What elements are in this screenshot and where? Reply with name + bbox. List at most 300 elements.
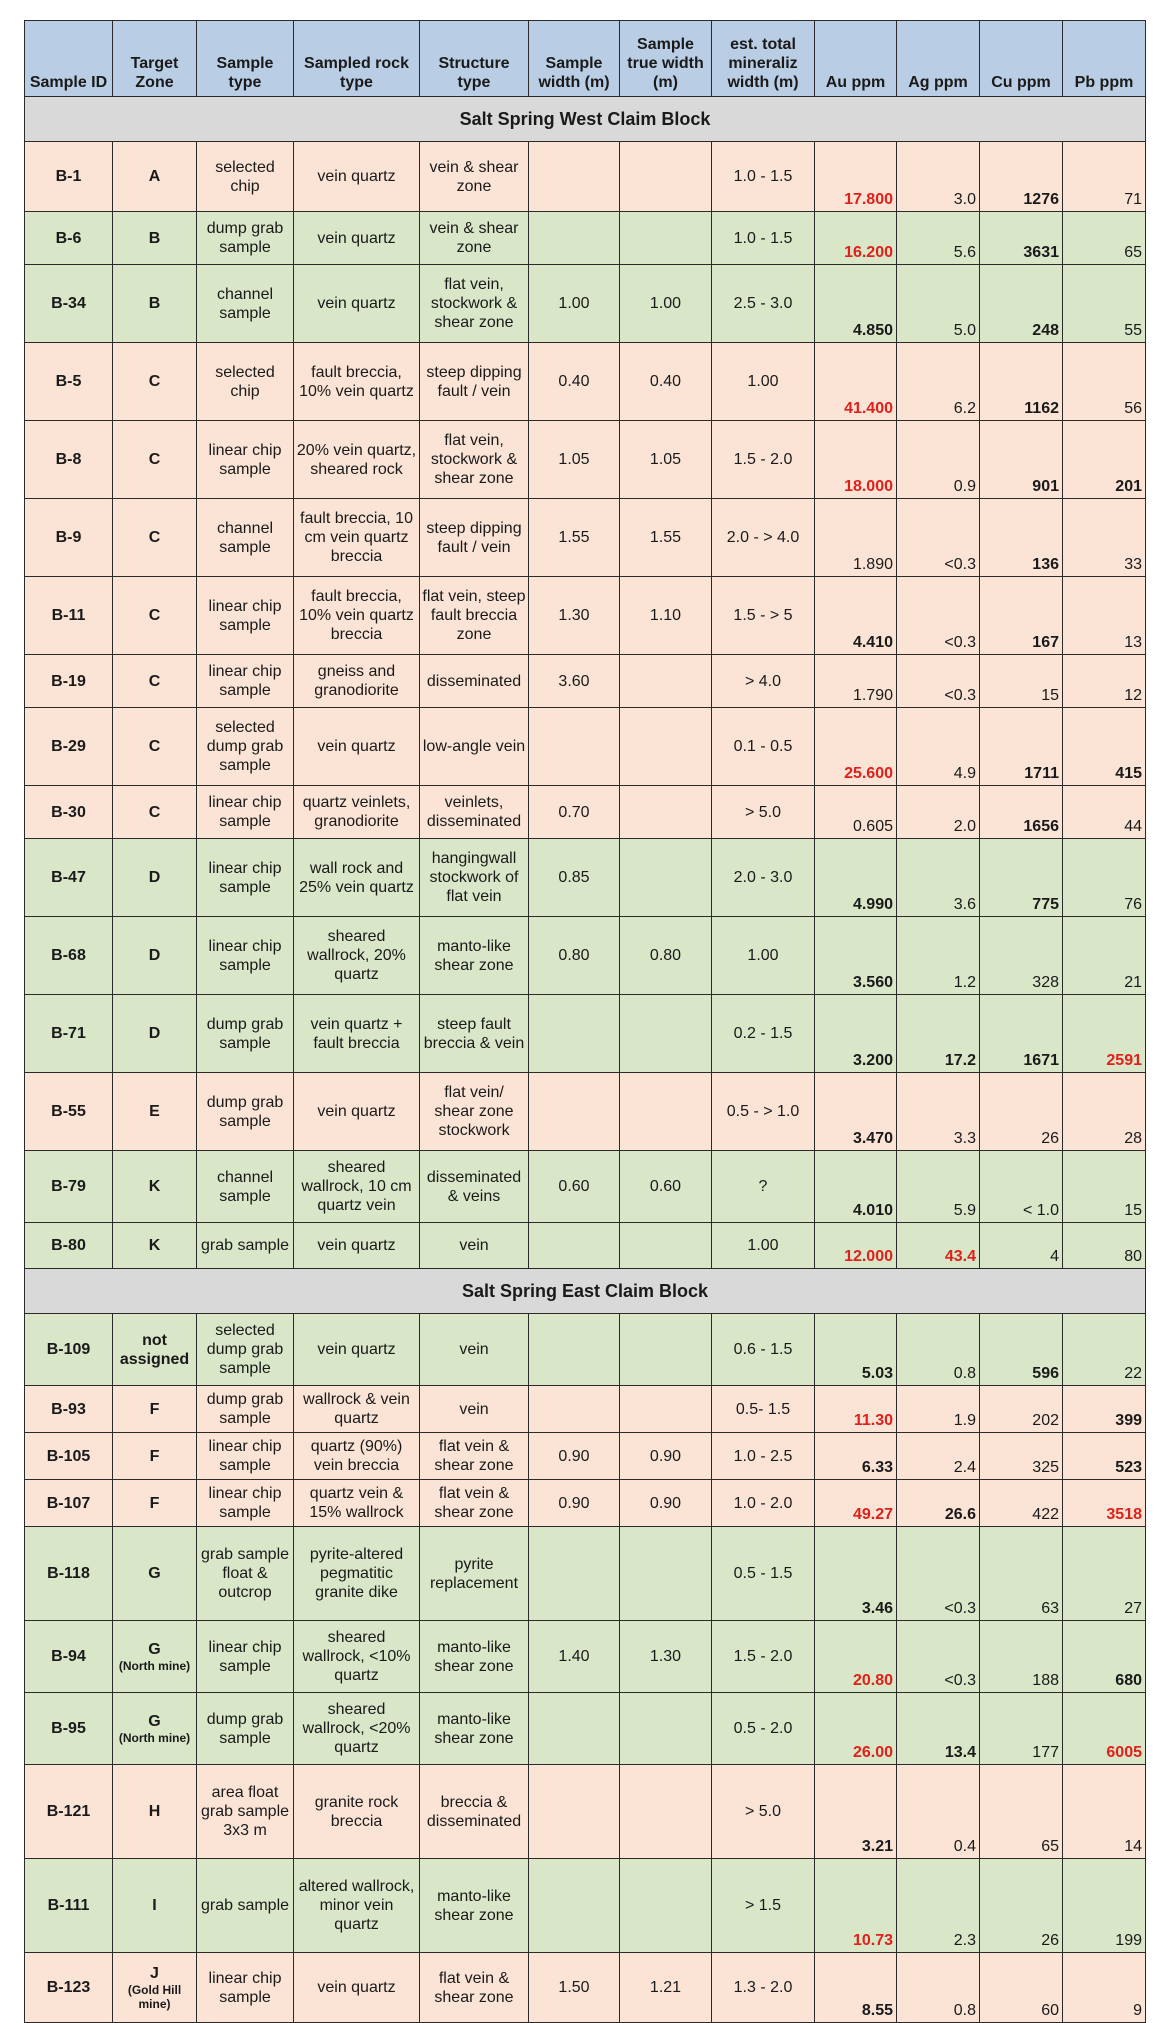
cell-pb bbox=[1063, 343, 1146, 421]
cell-cu-value: 202 bbox=[1032, 1412, 1059, 1429]
cell-sample-type bbox=[197, 1859, 294, 1953]
table-row bbox=[25, 1151, 1146, 1223]
zone-label: C bbox=[148, 373, 161, 390]
cell-target-zone bbox=[113, 1953, 197, 2023]
cell-target-zone bbox=[113, 1433, 197, 1480]
table-row bbox=[25, 786, 1146, 839]
cell-sample-width bbox=[529, 1151, 620, 1223]
cell-ag bbox=[897, 917, 980, 995]
cell-target-zone bbox=[113, 917, 197, 995]
cell-true-width bbox=[620, 995, 712, 1073]
cell-sample-type-value: dump grab sample bbox=[206, 220, 284, 256]
cell-ag bbox=[897, 1859, 980, 1953]
cell-ag bbox=[897, 708, 980, 786]
cell-structure-type bbox=[420, 1314, 529, 1386]
cell-pb-value: 399 bbox=[1115, 1412, 1142, 1429]
cell-sample-type-value: linear chip sample bbox=[208, 1638, 282, 1675]
cell-sample-id bbox=[25, 265, 113, 343]
cell-rock-type bbox=[294, 1433, 420, 1480]
zone-label: E bbox=[149, 1103, 160, 1120]
cell-mineralized-width bbox=[712, 995, 815, 1073]
cell-sample-id-value: B-121 bbox=[46, 1803, 91, 1820]
cell-target-zone bbox=[113, 1223, 197, 1269]
cell-ag-value: 6.2 bbox=[953, 400, 976, 417]
header-structure-type: Structure type bbox=[420, 21, 529, 97]
section-title: Salt Spring East Claim Block bbox=[25, 1269, 1146, 1314]
cell-sample-id-value: B-95 bbox=[51, 1720, 86, 1737]
table-row bbox=[25, 1765, 1146, 1859]
cell-mineralized-width-value: 1.5 - 2.0 bbox=[733, 1648, 793, 1665]
cell-mineralized-width-value: ? bbox=[758, 1178, 768, 1195]
cell-ag-value: <0.3 bbox=[944, 556, 976, 573]
cell-cu bbox=[980, 421, 1063, 499]
cell-target-zone bbox=[113, 499, 197, 577]
cell-sample-type-value: dump grab sample bbox=[206, 1391, 284, 1427]
cell-mineralized-width bbox=[712, 499, 815, 577]
cell-cu bbox=[980, 1314, 1063, 1386]
cell-sample-type bbox=[197, 1314, 294, 1386]
cell-mineralized-width bbox=[712, 1386, 815, 1433]
cell-rock-type bbox=[294, 343, 420, 421]
cell-cu-value: 65 bbox=[1041, 1838, 1059, 1855]
cell-sample-type bbox=[197, 1223, 294, 1269]
cell-structure-type bbox=[420, 786, 529, 839]
cell-true-width bbox=[620, 1621, 712, 1693]
cell-sample-id bbox=[25, 1073, 113, 1151]
cell-mineralized-width-value: 1.0 - 1.5 bbox=[733, 168, 793, 185]
cell-cu-value: 26 bbox=[1041, 1932, 1059, 1949]
cell-true-width bbox=[620, 655, 712, 708]
cell-cu bbox=[980, 1693, 1063, 1765]
cell-pb bbox=[1063, 1151, 1146, 1223]
cell-au-value: 11.30 bbox=[853, 1412, 893, 1429]
cell-structure-type-value: vein & shear zone bbox=[429, 158, 519, 195]
cell-mineralized-width-value: 1.00 bbox=[747, 373, 779, 390]
cell-structure-type bbox=[420, 1073, 529, 1151]
cell-sample-id-value: B-111 bbox=[47, 1897, 90, 1914]
cell-ag-value: 43.4 bbox=[944, 1248, 976, 1265]
table-row bbox=[25, 1859, 1146, 1953]
cell-sample-id bbox=[25, 1151, 113, 1223]
cell-rock-type-value: vein quartz bbox=[317, 738, 396, 755]
header-true-width: Sample true width (m) bbox=[620, 21, 712, 97]
cell-cu-value: 596 bbox=[1032, 1365, 1059, 1382]
cell-structure-type bbox=[420, 1386, 529, 1433]
cell-mineralized-width bbox=[712, 142, 815, 212]
cell-ag-value: <0.3 bbox=[944, 1672, 976, 1689]
assay-results-sheet bbox=[24, 20, 1145, 2023]
cell-structure-type bbox=[420, 1953, 529, 2023]
header-target-zone: Target Zone bbox=[113, 21, 197, 97]
cell-sample-width bbox=[529, 1621, 620, 1693]
cell-structure-type bbox=[420, 1621, 529, 1693]
cell-true-width bbox=[620, 1073, 712, 1151]
cell-sample-id bbox=[25, 1314, 113, 1386]
cell-sample-id bbox=[25, 995, 113, 1073]
cell-pb bbox=[1063, 421, 1146, 499]
cell-au-value: 3.21 bbox=[861, 1838, 893, 1855]
cell-ag-value: <0.3 bbox=[944, 634, 976, 651]
cell-rock-type-value: fault breccia, 10% vein quartz breccia bbox=[299, 588, 414, 643]
cell-rock-type-value: vein quartz bbox=[317, 1237, 396, 1254]
cell-sample-width bbox=[529, 1859, 620, 1953]
cell-rock-type bbox=[294, 499, 420, 577]
cell-mineralized-width bbox=[712, 917, 815, 995]
zone-label: D bbox=[148, 869, 161, 886]
cell-pb bbox=[1063, 917, 1146, 995]
table-row bbox=[25, 1953, 1146, 2023]
cell-sample-id-value: B-55 bbox=[51, 1103, 86, 1120]
cell-pb-value: 65 bbox=[1124, 244, 1142, 261]
cell-structure-type-value: disseminated bbox=[426, 672, 522, 690]
cell-sample-id-value: B-68 bbox=[51, 947, 86, 964]
cell-target-zone bbox=[113, 1386, 197, 1433]
cell-pb-value: 27 bbox=[1124, 1600, 1142, 1617]
cell-sample-type-value: grab sample float & outcrop bbox=[200, 1546, 290, 1601]
cell-pb-value: 415 bbox=[1115, 765, 1142, 782]
cell-pb-value: 33 bbox=[1124, 556, 1142, 573]
cell-sample-type bbox=[197, 1621, 294, 1693]
cell-cu-value: 60 bbox=[1041, 2002, 1059, 2019]
cell-sample-id-value: B-107 bbox=[46, 1494, 91, 1512]
cell-sample-type bbox=[197, 577, 294, 655]
cell-au-value: 1.890 bbox=[852, 556, 893, 573]
cell-rock-type-value: fault breccia, 10 cm vein quartz breccia bbox=[300, 510, 413, 565]
header-au: Au ppm bbox=[815, 21, 897, 97]
cell-structure-type bbox=[420, 212, 529, 265]
cell-mineralized-width-value: 1.0 - 1.5 bbox=[733, 229, 793, 247]
cell-sample-id bbox=[25, 1693, 113, 1765]
cell-au-value: 3.470 bbox=[852, 1130, 893, 1147]
cell-true-width bbox=[620, 142, 712, 212]
cell-cu-value: 4 bbox=[1050, 1248, 1059, 1265]
cell-sample-width bbox=[529, 708, 620, 786]
cell-sample-id bbox=[25, 786, 113, 839]
cell-sample-width bbox=[529, 1433, 620, 1480]
cell-target-zone bbox=[113, 786, 197, 839]
zone-label: C bbox=[148, 738, 161, 755]
cell-structure-type-value: manto-like shear zone bbox=[434, 1638, 514, 1675]
cell-target-zone bbox=[113, 343, 197, 421]
cell-rock-type-value: sheared wallrock, 20% quartz bbox=[307, 928, 406, 983]
cell-au-value: 0.605 bbox=[852, 818, 893, 835]
cell-sample-type-value: linear chip sample bbox=[208, 859, 282, 896]
cell-sample-id bbox=[25, 142, 113, 212]
cell-au-value: 25.600 bbox=[844, 765, 893, 782]
cell-mineralized-width bbox=[712, 1765, 815, 1859]
cell-structure-type bbox=[420, 1527, 529, 1621]
cell-sample-width bbox=[529, 1953, 620, 2023]
cell-cu bbox=[980, 1386, 1063, 1433]
cell-sample-type-value: selected dump grab sample bbox=[206, 1322, 284, 1377]
cell-ag-value: 2.0 bbox=[953, 818, 976, 835]
cell-ag-value: 0.8 bbox=[953, 1365, 976, 1382]
cell-au bbox=[815, 142, 897, 212]
cell-ag bbox=[897, 839, 980, 917]
cell-sample-width-value: 1.50 bbox=[558, 1979, 590, 1996]
cell-sample-id bbox=[25, 839, 113, 917]
cell-pb-value: 76 bbox=[1124, 896, 1142, 913]
cell-sample-id-value: B-71 bbox=[51, 1025, 86, 1042]
cell-mineralized-width bbox=[712, 1433, 815, 1480]
cell-cu bbox=[980, 1527, 1063, 1621]
cell-rock-type-value: vein quartz bbox=[317, 1103, 396, 1120]
cell-rock-type-value: wallrock & vein quartz bbox=[303, 1391, 410, 1427]
cell-ag-value: 2.3 bbox=[953, 1932, 976, 1949]
cell-cu bbox=[980, 1859, 1063, 1953]
cell-mineralized-width-value: 1.0 - 2.0 bbox=[733, 1494, 793, 1512]
cell-cu-value: 188 bbox=[1032, 1672, 1059, 1689]
cell-true-width bbox=[620, 212, 712, 265]
cell-au-value: 16.200 bbox=[844, 244, 893, 261]
cell-structure-type bbox=[420, 708, 529, 786]
cell-sample-width-value: 0.90 bbox=[558, 1447, 590, 1465]
zone-label: G bbox=[148, 1565, 161, 1582]
cell-sample-type-value: selected chip bbox=[215, 158, 275, 195]
cell-ag-value: 0.4 bbox=[953, 1838, 976, 1855]
cell-ag bbox=[897, 655, 980, 708]
cell-pb bbox=[1063, 1765, 1146, 1859]
cell-rock-type-value: quartz vein & 15% wallrock bbox=[309, 1485, 404, 1521]
cell-rock-type bbox=[294, 421, 420, 499]
cell-sample-id bbox=[25, 343, 113, 421]
cell-sample-width bbox=[529, 1386, 620, 1433]
cell-ag bbox=[897, 1693, 980, 1765]
header-pb: Pb ppm bbox=[1063, 21, 1146, 97]
cell-sample-id-value: B-9 bbox=[55, 529, 82, 546]
table-row bbox=[25, 655, 1146, 708]
cell-au bbox=[815, 1314, 897, 1386]
cell-cu bbox=[980, 995, 1063, 1073]
cell-mineralized-width bbox=[712, 1314, 815, 1386]
table-row bbox=[25, 1433, 1146, 1480]
cell-ag-value: 0.8 bbox=[953, 2002, 976, 2019]
cell-au bbox=[815, 1480, 897, 1527]
cell-ag bbox=[897, 577, 980, 655]
cell-cu bbox=[980, 1765, 1063, 1859]
cell-sample-width bbox=[529, 1314, 620, 1386]
cell-pb bbox=[1063, 1386, 1146, 1433]
cell-sample-id-value: B-94 bbox=[51, 1648, 86, 1665]
cell-structure-type bbox=[420, 1433, 529, 1480]
cell-target-zone bbox=[113, 1314, 197, 1386]
cell-cu-value: 901 bbox=[1032, 478, 1059, 495]
cell-sample-type-value: channel sample bbox=[216, 519, 274, 556]
cell-sample-width-value: 1.55 bbox=[558, 529, 590, 546]
cell-sample-type bbox=[197, 786, 294, 839]
cell-structure-type-value: vein & shear zone bbox=[429, 220, 519, 256]
cell-sample-id bbox=[25, 1859, 113, 1953]
cell-sample-id-value: B-118 bbox=[47, 1565, 90, 1582]
cell-rock-type-value: quartz (90%) vein breccia bbox=[310, 1438, 403, 1474]
cell-sample-type-value: linear chip sample bbox=[208, 1485, 282, 1521]
cell-au-value: 4.850 bbox=[852, 322, 893, 339]
cell-au-value: 49.27 bbox=[852, 1506, 893, 1523]
cell-ag-value: 5.9 bbox=[953, 1202, 976, 1219]
cell-sample-width-value: 0.60 bbox=[558, 1178, 590, 1195]
cell-rock-type-value: 20% vein quartz, sheared rock bbox=[296, 441, 417, 478]
cell-ag bbox=[897, 1953, 980, 2023]
cell-sample-type-value: dump grab sample bbox=[206, 1015, 284, 1052]
table-row bbox=[25, 1621, 1146, 1693]
cell-mineralized-width bbox=[712, 265, 815, 343]
cell-structure-type-value: flat vein, steep fault breccia zone bbox=[422, 588, 526, 643]
cell-au bbox=[815, 917, 897, 995]
cell-sample-width-value: 0.70 bbox=[558, 803, 590, 821]
cell-pb bbox=[1063, 1223, 1146, 1269]
cell-sample-type bbox=[197, 917, 294, 995]
cell-pb bbox=[1063, 786, 1146, 839]
cell-pb-value: 55 bbox=[1124, 322, 1142, 339]
cell-sample-width bbox=[529, 1693, 620, 1765]
cell-mineralized-width bbox=[712, 1151, 815, 1223]
cell-true-width bbox=[620, 499, 712, 577]
table-row bbox=[25, 1386, 1146, 1433]
cell-mineralized-width-value: 1.5 - > 5 bbox=[733, 607, 793, 624]
cell-pb bbox=[1063, 1480, 1146, 1527]
cell-sample-id-value: B-123 bbox=[46, 1979, 91, 1996]
cell-structure-type-value: disseminated & veins bbox=[426, 1168, 522, 1205]
cell-sample-width bbox=[529, 839, 620, 917]
cell-structure-type-value: manto-like shear zone bbox=[434, 937, 514, 974]
cell-mineralized-width bbox=[712, 786, 815, 839]
cell-sample-type bbox=[197, 708, 294, 786]
cell-pb bbox=[1063, 1527, 1146, 1621]
cell-rock-type bbox=[294, 1953, 420, 2023]
cell-ag bbox=[897, 786, 980, 839]
cell-ag-value: 26.6 bbox=[944, 1506, 976, 1523]
cell-cu bbox=[980, 1223, 1063, 1269]
cell-true-width-value: 0.40 bbox=[649, 373, 682, 390]
cell-structure-type-value: veinlets, disseminated bbox=[426, 794, 522, 830]
cell-true-width-value: 0.90 bbox=[649, 1447, 682, 1465]
cell-structure-type bbox=[420, 1223, 529, 1269]
cell-au-value: 1.790 bbox=[852, 687, 893, 704]
table-row bbox=[25, 577, 1146, 655]
cell-structure-type bbox=[420, 1765, 529, 1859]
cell-true-width-value: 1.30 bbox=[649, 1648, 682, 1665]
zone-label: G bbox=[148, 1713, 161, 1730]
cell-mineralized-width bbox=[712, 708, 815, 786]
cell-structure-type bbox=[420, 1693, 529, 1765]
cell-cu-value: 248 bbox=[1032, 322, 1059, 339]
cell-ag-value: 0.9 bbox=[953, 478, 976, 495]
table-row bbox=[25, 142, 1146, 212]
cell-true-width bbox=[620, 786, 712, 839]
cell-sample-type bbox=[197, 499, 294, 577]
cell-mineralized-width-value: 0.5- 1.5 bbox=[735, 1400, 791, 1418]
cell-sample-id-value: B-80 bbox=[51, 1237, 86, 1254]
cell-au-value: 10.73 bbox=[852, 1932, 893, 1949]
cell-cu bbox=[980, 917, 1063, 995]
cell-rock-type bbox=[294, 1314, 420, 1386]
cell-rock-type-value: granite rock breccia bbox=[314, 1793, 399, 1830]
cell-mineralized-width-value: 2.0 - 3.0 bbox=[733, 869, 793, 886]
cell-target-zone bbox=[113, 995, 197, 1073]
cell-cu-value: 63 bbox=[1041, 1600, 1059, 1617]
cell-structure-type-value: flat vein & shear zone bbox=[434, 1969, 514, 2006]
cell-structure-type-value: steep dipping fault / vein bbox=[426, 519, 522, 556]
cell-rock-type bbox=[294, 1621, 420, 1693]
cell-rock-type-value: sheared wallrock, 10 cm quartz vein bbox=[301, 1159, 412, 1214]
cell-pb bbox=[1063, 1859, 1146, 1953]
cell-sample-type-value: linear chip sample bbox=[208, 1969, 282, 2006]
cell-rock-type bbox=[294, 577, 420, 655]
cell-structure-type bbox=[420, 499, 529, 577]
cell-sample-width-value: 0.80 bbox=[558, 947, 590, 964]
cell-ag-value: <0.3 bbox=[944, 1600, 976, 1617]
cell-true-width bbox=[620, 1314, 712, 1386]
cell-sample-type-value: channel sample bbox=[216, 285, 274, 322]
cell-rock-type-value: altered wallrock, minor vein quartz bbox=[298, 1878, 415, 1933]
cell-au bbox=[815, 499, 897, 577]
zone-label: D bbox=[148, 947, 161, 964]
cell-mineralized-width bbox=[712, 343, 815, 421]
cell-sample-id-value: B-8 bbox=[55, 451, 82, 468]
cell-ag-value: 17.2 bbox=[944, 1052, 976, 1069]
cell-sample-width-value: 1.05 bbox=[558, 451, 590, 468]
cell-au bbox=[815, 1223, 897, 1269]
cell-pb bbox=[1063, 1314, 1146, 1386]
cell-true-width-value: 1.00 bbox=[649, 295, 682, 312]
cell-structure-type-value: low-angle vein bbox=[422, 738, 526, 755]
table-row bbox=[25, 1480, 1146, 1527]
cell-ag-value: <0.3 bbox=[944, 687, 976, 704]
cell-sample-id-value: B-105 bbox=[46, 1447, 91, 1465]
cell-au bbox=[815, 577, 897, 655]
cell-sample-width-value: 0.85 bbox=[558, 869, 590, 886]
cell-true-width bbox=[620, 1480, 712, 1527]
cell-mineralized-width-value: 2.5 - 3.0 bbox=[733, 295, 793, 312]
cell-ag-value: 3.0 bbox=[953, 191, 976, 208]
cell-au-value: 3.46 bbox=[861, 1600, 893, 1617]
cell-sample-type-value: grab sample bbox=[200, 1897, 290, 1914]
cell-mineralized-width bbox=[712, 1621, 815, 1693]
zone-label: G bbox=[148, 1641, 161, 1658]
cell-pb-value: 523 bbox=[1115, 1459, 1142, 1476]
cell-sample-id-value: B-19 bbox=[51, 672, 86, 690]
cell-sample-type bbox=[197, 1693, 294, 1765]
zone-label: H bbox=[148, 1803, 161, 1820]
cell-cu-value: 1711 bbox=[1024, 765, 1059, 782]
cell-sample-type bbox=[197, 839, 294, 917]
cell-mineralized-width-value: > 5.0 bbox=[744, 803, 782, 821]
table-row bbox=[25, 343, 1146, 421]
cell-mineralized-width bbox=[712, 1480, 815, 1527]
cell-pb-value: 22 bbox=[1124, 1365, 1142, 1382]
table-row bbox=[25, 212, 1146, 265]
cell-sample-id-value: B-11 bbox=[51, 607, 86, 624]
cell-sample-id bbox=[25, 1386, 113, 1433]
cell-sample-id bbox=[25, 1621, 113, 1693]
cell-rock-type bbox=[294, 1073, 420, 1151]
cell-cu bbox=[980, 1433, 1063, 1480]
table-row bbox=[25, 839, 1146, 917]
cell-sample-id-value: B-93 bbox=[51, 1400, 86, 1418]
cell-au bbox=[815, 708, 897, 786]
cell-rock-type bbox=[294, 839, 420, 917]
cell-cu-value: 177 bbox=[1032, 1744, 1059, 1761]
cell-target-zone bbox=[113, 421, 197, 499]
zone-label: A bbox=[148, 168, 161, 185]
cell-cu bbox=[980, 708, 1063, 786]
cell-ag bbox=[897, 1527, 980, 1621]
cell-mineralized-width-value: 1.3 - 2.0 bbox=[733, 1979, 793, 1996]
zone-label: B bbox=[148, 229, 161, 247]
cell-au bbox=[815, 839, 897, 917]
cell-ag bbox=[897, 343, 980, 421]
section-header-row bbox=[25, 97, 1146, 142]
